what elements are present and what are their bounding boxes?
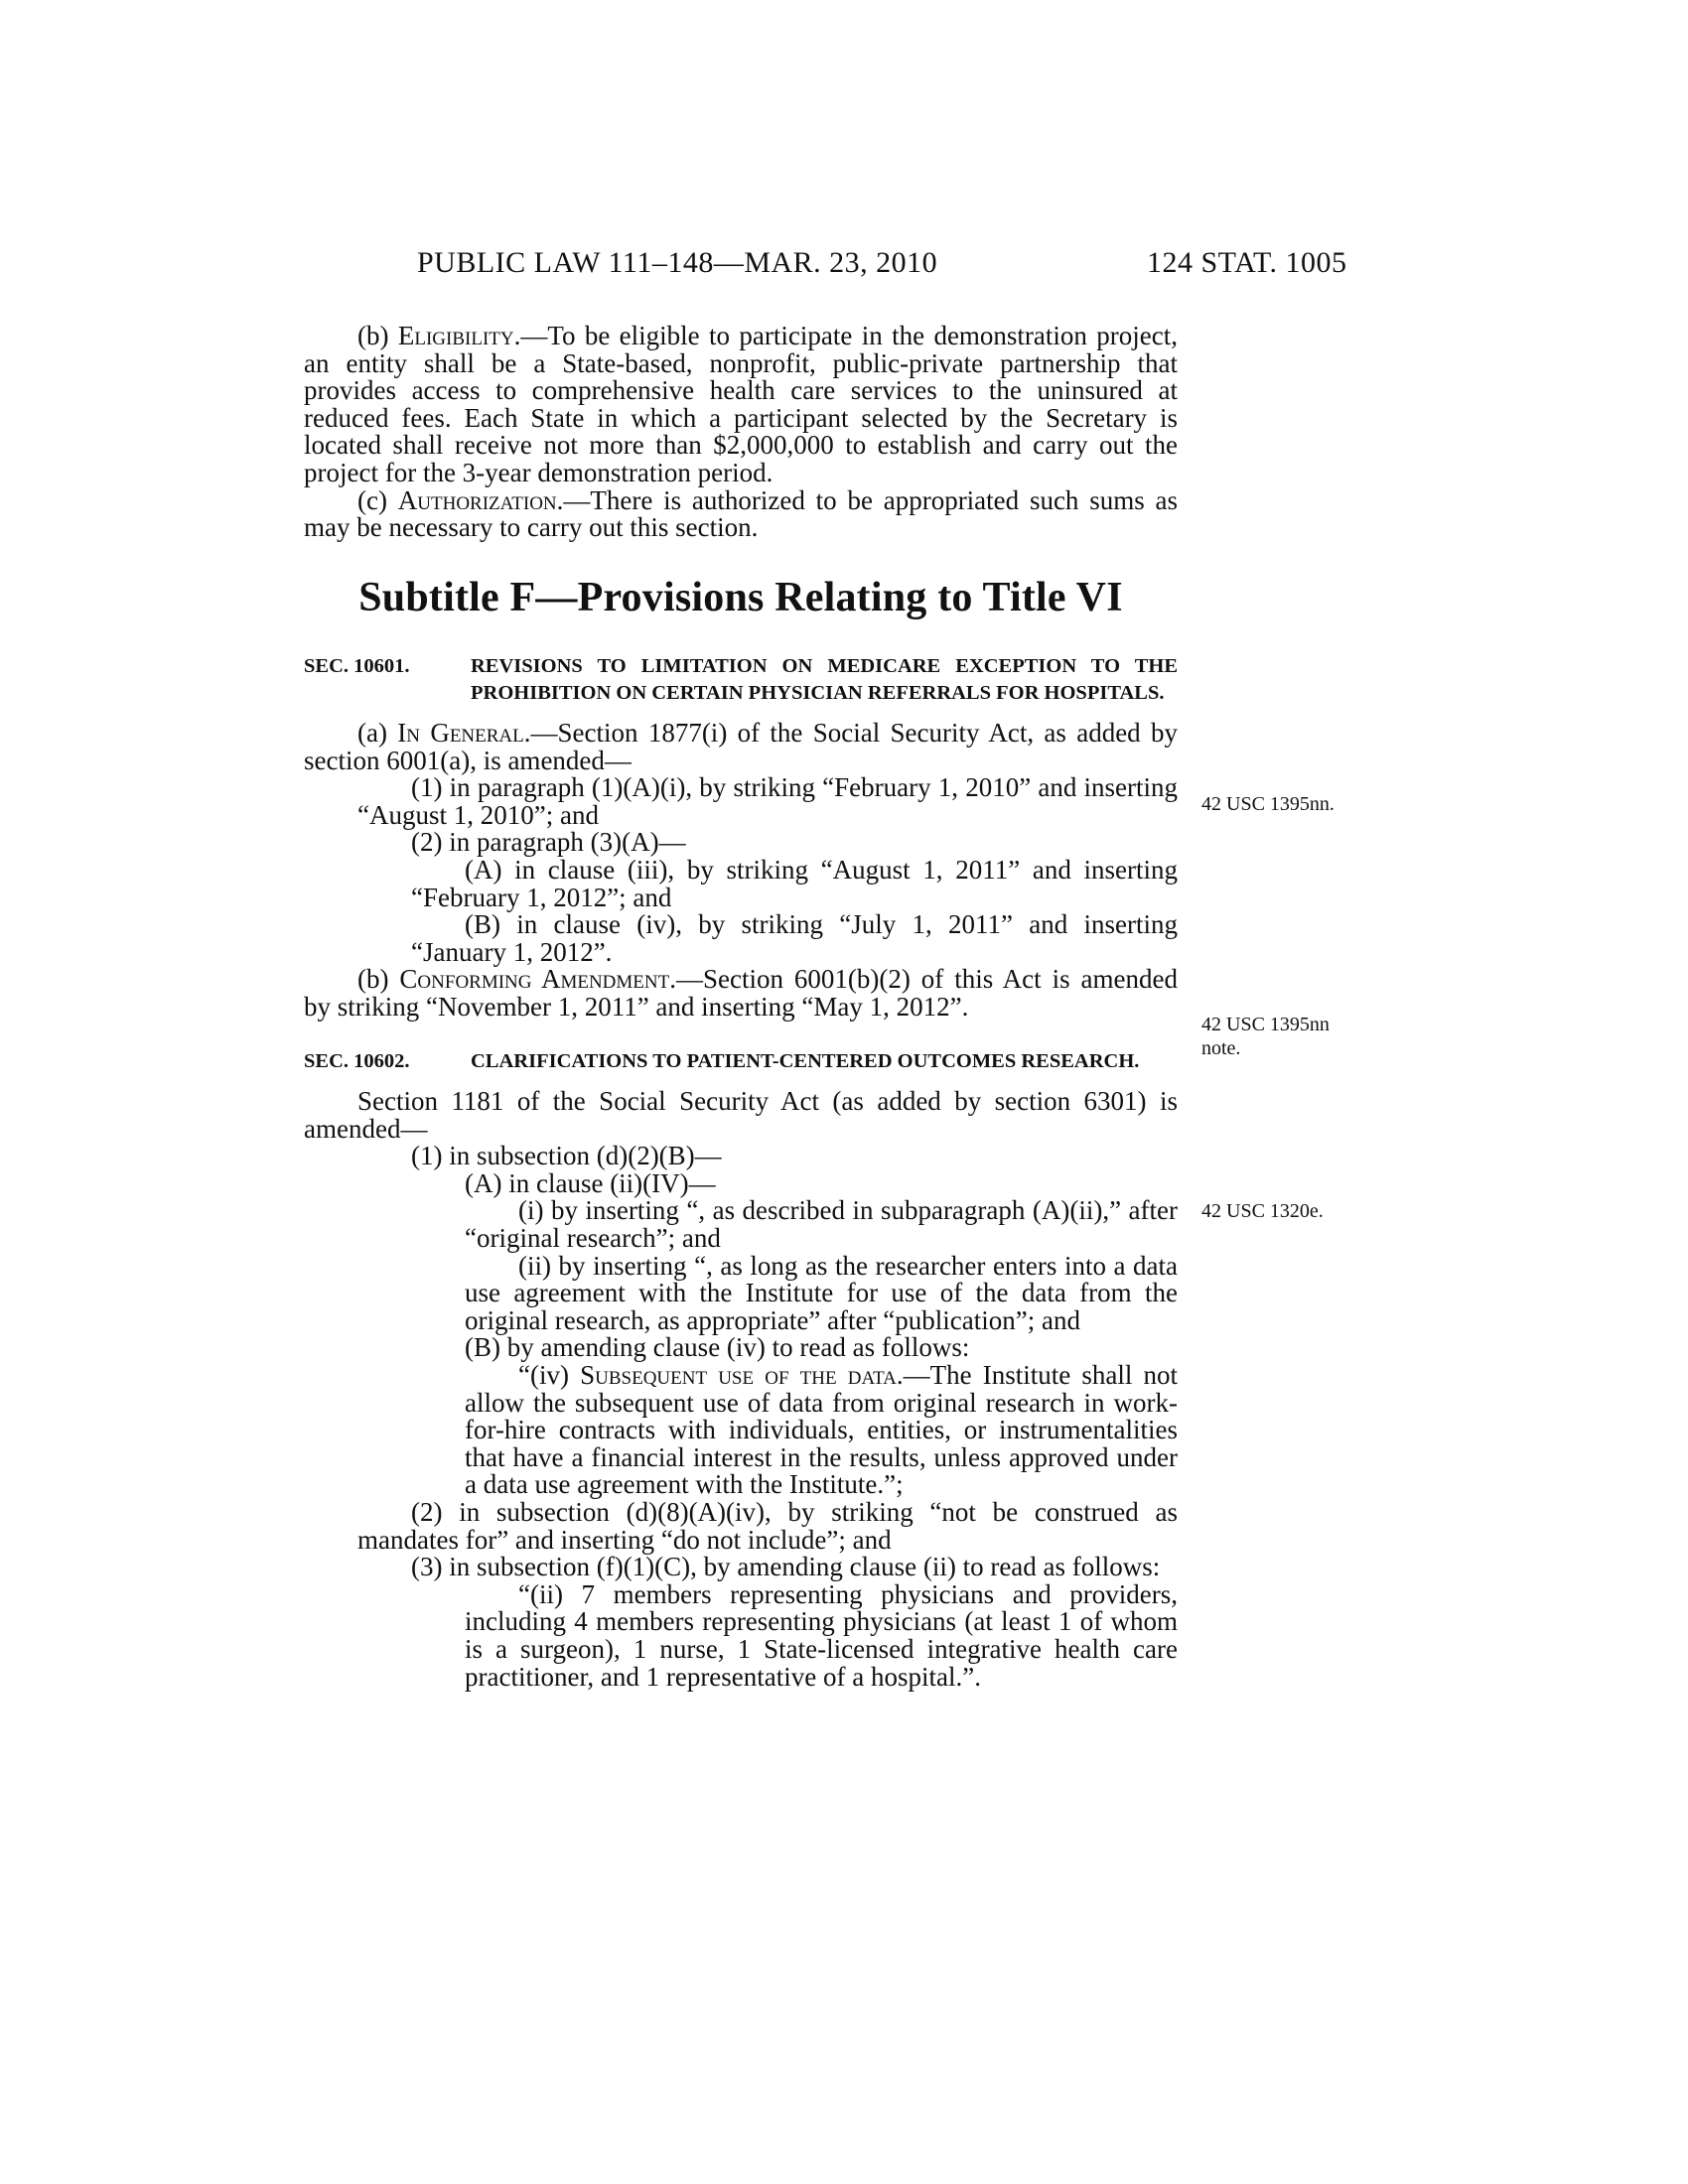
paragraph-text: .—There is authorized to be appropriated such sums as may be necessary to carry out this section. — [304, 484, 1179, 543]
paragraph-b-conforming-amendment — [304, 966, 1178, 1021]
margin-note-1320e: 42 USC 1320e. — [1201, 1200, 1324, 1222]
section-10601-heading — [304, 653, 1178, 708]
section-number: SEC. 10601. — [304, 654, 410, 677]
item-1B-amending-clause-iv: (B) by amending clause (iv) to read as follows: — [465, 1332, 970, 1363]
item-3-subsection-f1C: (3) in subsection (f)(1)(C), by amending clause (ii) to read as follows: — [411, 1552, 1161, 1582]
paragraph-a-in-general — [304, 717, 1178, 775]
item-1-paragraph-1Ai: (1) in paragraph (1)(A)(i), by striking “February 1, 2010” and inserting “August 1, 2010”; and — [357, 772, 1178, 830]
quoted-clause-ii: “(ii) 7 members representing physicians and providers, including 4 members representing physicians (at least 1 of whom is a surgeon), 1 nurse, 1 State-licensed integrative health care practitioner, and 1 representative of a hospital.”. — [465, 1578, 1178, 1692]
item-1Ai-inserting: (i) by inserting “, as described in subparagraph (A)(ii),” after “original research”; and — [465, 1195, 1178, 1254]
item-1Aii-inserting: (ii) by inserting “, as long as the researcher enters into a data use agreement with the Institute for use of the data from the original research, as appropriate” after “publication”; and — [465, 1250, 1178, 1335]
item-2-subsection-d8Aiv: (2) in subsection (d)(8)(A)(iv), by striking “not be construed as mandates for” and inserting “do not include”; and — [357, 1496, 1178, 1555]
paragraph-text: .—Section 1877(i) of the Social Security Act, as added by section 6001(a), is amended— — [304, 717, 1178, 775]
paragraph-heading: In General — [397, 717, 524, 748]
section-title: REVISIONS TO LIMITATION ON MEDICARE EXCEPTION TO THE PROHIBITION ON CERTAIN PHYSICIAN REFERRALS FOR HOSPITALS. — [471, 654, 1178, 705]
paragraph-text: .—Section 6001(b)(2) of this Act is amended by striking “November 1, 2011” and inserting “May 1, 2012”. — [304, 964, 1178, 1022]
paragraph-heading: Conforming Amendment — [399, 964, 670, 995]
item-2-paragraph-3A: (2) in paragraph (3)(A)— — [411, 827, 686, 858]
quoted-clause-iv — [465, 1362, 1178, 1499]
paragraph-label: (b) — [357, 321, 398, 350]
section-title: CLARIFICATIONS TO PATIENT-CENTERED OUTCOMES RESEARCH. — [471, 1050, 1140, 1073]
margin-note-1395nn-note-line1: 42 USC 1395nn — [1201, 1014, 1330, 1035]
running-header-stat: 124 STAT. 1005 — [1147, 246, 1347, 279]
item-1A-clause-iiIV: (A) in clause (ii)(IV)— — [465, 1167, 716, 1198]
subtitle-heading: Subtitle F—Provisions Relating to Title VI — [358, 574, 1123, 620]
paragraph-c-authorization — [304, 484, 1179, 543]
item-1-subsection-d2B: (1) in subsection (d)(2)(B)— — [411, 1141, 722, 1171]
paragraph-b-eligibility — [304, 323, 1178, 487]
item-2B-clause-iv: (B) in clause (iv), by striking “July 1, 2011” and inserting “January 1, 2012”. — [411, 909, 1178, 967]
paragraph-text: .—To be eligible to participate in the demonstration project, an entity shall be a State-based, nonprofit, public-private partnership that provides access to comprehensive health care services to the uninsured at reduced fees. Each State in which a participant selected by the Secretary is located shall receive not more than $2,000,000 to establish and carry out the project for the 3-year demonstration period. — [304, 321, 1178, 487]
margin-note-1395nn-note-line2: note. — [1201, 1037, 1241, 1059]
margin-note-1395nn: 42 USC 1395nn. — [1201, 793, 1335, 815]
paragraph-label: (b) — [357, 964, 400, 995]
paragraph-heading: Eligibility — [397, 321, 514, 350]
paragraph-heading: Authorization — [397, 484, 557, 515]
paragraph-label: (c) — [357, 484, 398, 515]
section-10602-intro: Section 1181 of the Social Security Act (as added by section 6301) is amended— — [304, 1086, 1178, 1144]
section-10602-heading — [304, 1048, 1178, 1076]
body-text — [304, 323, 1178, 1691]
clause-heading: Subsequent use of the data — [580, 1360, 897, 1390]
clause-text: .—The Institute shall not allow the subsequent use of data from original research in work-for-hire contracts with individuals, entities, or instrumentalities that have a financial interest in the results, unless approved under a data use agreement with the Institute.”; — [465, 1360, 1178, 1500]
item-2A-clause-iii: (A) in clause (iii), by striking “August 1, 2011” and inserting “February 1, 2012”; and — [411, 854, 1178, 912]
running-header-law: PUBLIC LAW 111–148—MAR. 23, 2010 — [417, 246, 938, 279]
paragraph-label: (a) — [357, 717, 398, 748]
section-number: SEC. 10602. — [304, 1050, 410, 1073]
clause-label: “(iv) — [518, 1360, 581, 1390]
